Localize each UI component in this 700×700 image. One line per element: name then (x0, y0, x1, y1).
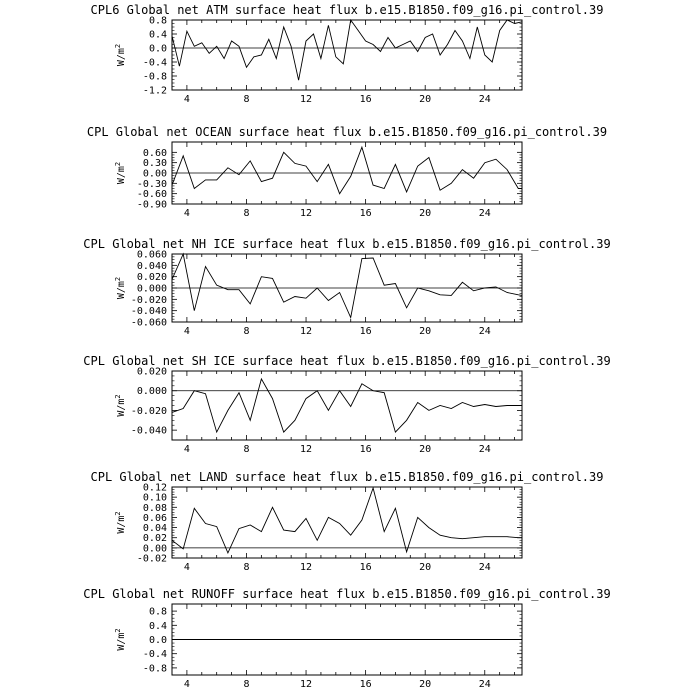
chart-panel-4 (83, 354, 610, 455)
chart-panel-3 (83, 237, 610, 337)
y-tick-label: -0.020 (130, 294, 167, 306)
chart-title: CPL Global net LAND surface heat flux b.e15.B1850.f09_g16.pi_control.39 (90, 470, 604, 484)
y-tick-label: 0.020 (136, 272, 167, 284)
x-tick-label: 24 (478, 444, 491, 455)
y-tick-label: 0.06 (142, 512, 167, 524)
y-tick-label: 0.8 (148, 606, 167, 618)
y-tick-label: -0.60 (136, 189, 167, 201)
y-tick-label: -0.4 (142, 649, 167, 661)
y-axis-label (114, 162, 127, 184)
chart-title: CPL Global net RUNOFF surface heat flux b.e15.B1850.f09_g16.pi_control.39 (83, 587, 611, 601)
chart-panel-1 (91, 3, 604, 105)
y-axis-unit: W/m (116, 398, 127, 417)
y-axis-label (114, 277, 127, 299)
x-tick-label: 12 (300, 208, 313, 219)
x-tick-label: 16 (359, 444, 372, 455)
x-tick-label: 4 (183, 208, 190, 219)
y-axis-unit-exponent: 2 (114, 511, 122, 516)
x-tick-label: 20 (419, 679, 432, 690)
y-tick-label: -1.2 (142, 85, 167, 97)
chart-title: CPL Global net OCEAN surface heat flux b.e15.B1850.f09_g16.pi_control.39 (86, 125, 608, 139)
x-tick-label: 12 (300, 444, 313, 455)
x-tick-label: 8 (243, 326, 250, 337)
y-tick-label: -0.040 (130, 425, 167, 437)
x-tick-label: 16 (359, 562, 372, 573)
y-axis-unit-exponent: 2 (114, 161, 122, 167)
y-axis-unit-exponent: 2 (114, 276, 122, 282)
series-line (172, 254, 522, 318)
chart-title: CPL Global net NH ICE surface heat flux b.e15.B1850.f09_g16.pi_control.39 (83, 237, 611, 251)
y-tick-label: 0.10 (142, 492, 167, 504)
x-tick-label: 8 (243, 562, 250, 573)
series-line (172, 379, 522, 432)
y-axis-unit: W/m (116, 632, 127, 651)
x-tick-label: 4 (183, 326, 190, 337)
y-tick-label: 0.02 (142, 533, 167, 545)
series-line (172, 147, 522, 194)
y-tick-label: 0.4 (148, 29, 167, 41)
y-tick-label: 0.00 (142, 543, 167, 555)
y-axis-label (114, 628, 127, 650)
x-tick-label: 12 (300, 562, 313, 573)
x-tick-label: 24 (478, 208, 491, 219)
plot-frame (172, 20, 522, 90)
y-tick-label: -0.4 (142, 57, 167, 69)
x-tick-label: 20 (419, 208, 432, 219)
x-tick-label: 24 (478, 679, 491, 690)
x-tick-label: 24 (478, 94, 491, 105)
x-tick-label: 8 (243, 679, 250, 690)
y-tick-label: -0.060 (130, 317, 167, 329)
y-tick-label: -0.30 (136, 178, 167, 190)
y-axis-unit: W/m (116, 166, 127, 185)
x-tick-label: 12 (300, 94, 313, 105)
y-tick-label: 0.4 (148, 620, 167, 632)
x-tick-label: 4 (183, 562, 190, 573)
y-tick-label: 0.0 (148, 43, 167, 55)
y-axis-unit-exponent: 2 (114, 394, 122, 399)
x-tick-label: 4 (183, 94, 190, 105)
x-tick-label: 8 (243, 208, 250, 219)
y-tick-label: 0.04 (142, 523, 167, 535)
chart-panel-2 (87, 125, 607, 219)
x-tick-label: 16 (359, 208, 372, 219)
y-tick-label: -0.8 (142, 71, 167, 83)
y-tick-label: 0.060 (136, 249, 167, 261)
x-tick-label: 12 (300, 679, 313, 690)
series-line (172, 488, 522, 553)
y-tick-label: -0.040 (130, 306, 167, 318)
y-tick-label: 0.00 (142, 168, 167, 180)
x-tick-label: 4 (183, 444, 190, 455)
x-tick-label: 20 (419, 562, 432, 573)
y-tick-label: -0.02 (136, 553, 167, 565)
y-axis-unit-exponent: 2 (114, 43, 122, 49)
y-axis-unit: W/m (116, 48, 127, 67)
y-tick-label: -0.8 (142, 663, 167, 675)
y-tick-label: 0.020 (136, 366, 167, 378)
y-axis-label (114, 511, 127, 533)
x-tick-label: 16 (359, 326, 372, 337)
y-axis-unit: W/m (116, 281, 127, 300)
y-tick-label: 0.0 (148, 635, 167, 646)
y-axis-unit: W/m (116, 515, 127, 534)
y-tick-label: 0.040 (136, 260, 167, 272)
x-tick-label: 16 (359, 679, 372, 690)
chart-title: CPL Global net SH ICE surface heat flux b.e15.B1850.f09_g16.pi_control.39 (83, 354, 611, 368)
chart-panel-5 (91, 470, 604, 573)
y-tick-label: 0.60 (142, 147, 167, 159)
y-axis-label (114, 394, 127, 416)
y-tick-label: 0.30 (142, 158, 167, 170)
series-line (172, 20, 522, 80)
y-tick-label: 0.8 (148, 15, 167, 27)
x-tick-label: 4 (183, 679, 190, 690)
x-tick-label: 12 (300, 326, 313, 337)
x-tick-label: 16 (359, 94, 372, 105)
plot-frame (172, 487, 522, 558)
x-tick-label: 24 (478, 562, 491, 573)
x-tick-label: 20 (419, 326, 432, 337)
y-tick-label: 0.000 (136, 283, 167, 295)
y-tick-label: 0.12 (142, 482, 167, 494)
chart-panel-6 (83, 587, 610, 690)
x-tick-label: 24 (478, 326, 491, 337)
y-tick-label: -0.020 (130, 405, 167, 417)
y-tick-label: 0.000 (136, 386, 167, 398)
x-tick-label: 8 (243, 444, 250, 455)
chart-title: CPL6 Global net ATM surface heat flux b.e15.B1850.f09_g16.pi_control.39 (90, 3, 604, 17)
x-tick-label: 20 (419, 94, 432, 105)
y-tick-label: 0.08 (142, 502, 167, 514)
y-axis-unit-exponent: 2 (114, 628, 122, 633)
y-tick-label: -0.90 (136, 199, 167, 211)
y-axis-label (114, 44, 127, 66)
x-tick-label: 20 (419, 444, 432, 455)
x-tick-label: 8 (243, 94, 250, 105)
